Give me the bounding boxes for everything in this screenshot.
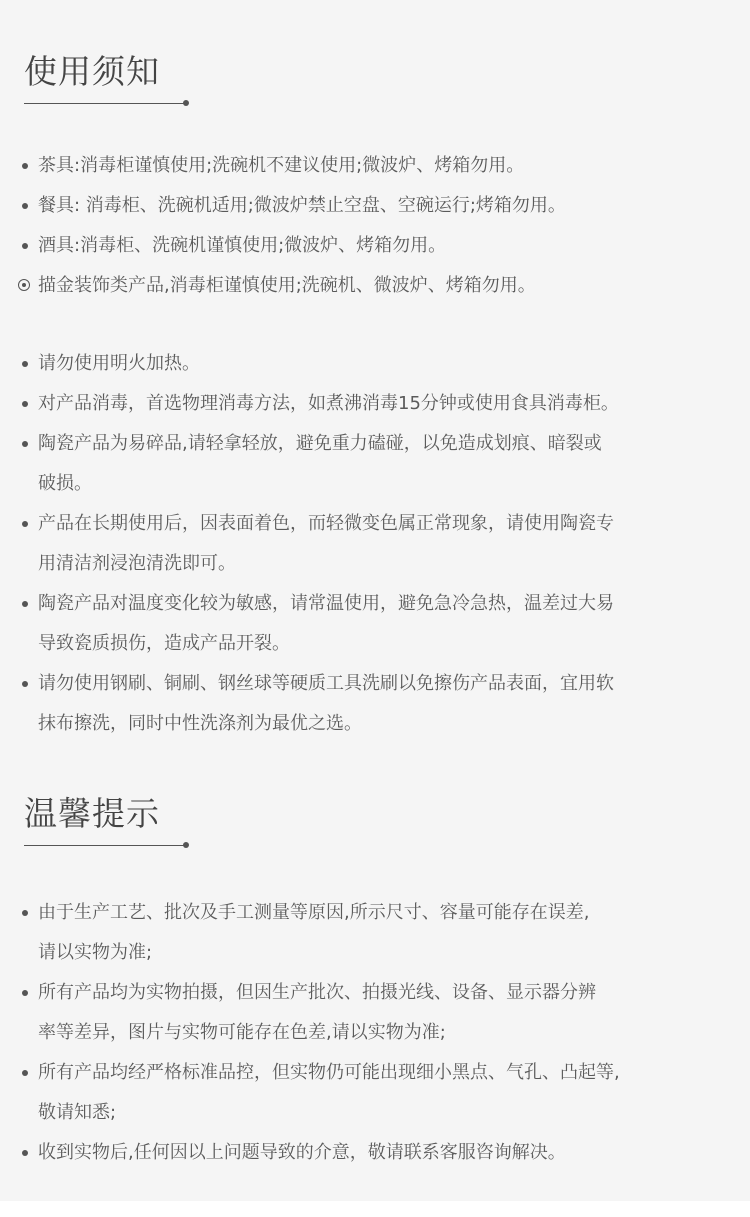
bullet-dot-icon [22, 990, 28, 996]
bullet-dot-icon [22, 203, 28, 209]
list-item-text: 酒具:消毒柜、洗碗机谨慎使用;微波炉、烤箱勿用。 [38, 235, 447, 256]
list-item-text: 陶瓷产品对温度变化较为敏感，请常温使用，避免急冷急热，温差过大易 导致瓷质损伤，造成产品开裂。 [38, 593, 614, 654]
tips-title-rule [24, 845, 184, 846]
list-item-text: 茶具:消毒柜谨慎使用;洗碗机不建议使用;微波炉、烤箱勿用。 [38, 155, 525, 176]
bullet-dot-icon [22, 401, 28, 407]
tips-section-title: 温馨提示 [24, 794, 160, 833]
list-item [18, 186, 730, 226]
list-item-text: 所有产品均经严格标准品控，但实物仍可能出现细小黑点、气孔、凸起等, 敬请知悉; [38, 1062, 620, 1123]
bullet-dot-icon [22, 1070, 28, 1076]
list-item [18, 384, 730, 424]
bottom-band [0, 1201, 750, 1217]
bullet-dot-icon [22, 601, 28, 607]
list-item [18, 1053, 730, 1133]
spacer [18, 306, 730, 344]
bullet-dot-icon [22, 521, 28, 527]
list-item-text: 描金装饰类产品,消毒柜谨慎使用;洗碗机、微波炉、烤箱勿用。 [38, 275, 536, 296]
usage-section-title: 使用须知 [24, 52, 160, 91]
list-item [18, 226, 730, 266]
list-item-text: 产品在长期使用后，因表面着色，而轻微变色属正常现象，请使用陶瓷专 用清洁剂浸泡清洗即可。 [38, 513, 614, 574]
circled-dot-icon [18, 279, 30, 291]
list-item [18, 584, 730, 664]
list-item-text: 对产品消毒，首选物理消毒方法，如煮沸消毒15分钟或使用食具消毒柜。 [38, 393, 619, 414]
list-item-text: 请勿使用钢刷、铜刷、钢丝球等硬质工具洗刷以免擦伤产品表面，宜用软 抹布擦洗，同时中性洗涤剂为最优之选。 [38, 673, 614, 734]
list-item [18, 973, 730, 1053]
bullet-dot-icon [22, 910, 28, 916]
list-item [18, 664, 730, 744]
list-item-text: 餐具: 消毒柜、洗碗机适用;微波炉禁止空盘、空碗运行;烤箱勿用。 [38, 195, 566, 216]
list-item [18, 893, 730, 973]
list-item [18, 504, 730, 584]
list-item [18, 146, 730, 186]
bullet-dot-icon [22, 441, 28, 447]
rule-end-dot [183, 100, 189, 106]
list-item [18, 266, 730, 306]
usage-title-rule [24, 103, 184, 104]
usage-list [18, 146, 730, 744]
list-item-text: 由于生产工艺、批次及手工测量等原因,所示尺寸、容量可能存在误差, 请以实物为准; [38, 902, 590, 963]
bullet-dot-icon [22, 243, 28, 249]
list-item-text: 所有产品均为实物拍摄，但因生产批次、拍摄光线、设备、显示器分辨 率等差异，图片与实物可能存在色差,请以实物为准; [38, 982, 596, 1043]
tips-list [18, 893, 730, 1173]
rule-end-dot [183, 842, 189, 848]
bullet-dot-icon [22, 681, 28, 687]
list-item [18, 424, 730, 504]
list-item [18, 344, 730, 384]
list-item-text: 陶瓷产品为易碎品,请轻拿轻放，避免重力磕碰，以免造成划痕、暗裂或 破损。 [38, 433, 602, 494]
list-item-text: 收到实物后,任何因以上问题导致的介意，敬请联系客服咨询解决。 [38, 1142, 566, 1163]
bullet-dot-icon [22, 163, 28, 169]
bullet-dot-icon [22, 361, 28, 367]
list-item [18, 1133, 730, 1173]
bullet-dot-icon [22, 1150, 28, 1156]
list-item-text: 请勿使用明火加热。 [38, 353, 200, 374]
